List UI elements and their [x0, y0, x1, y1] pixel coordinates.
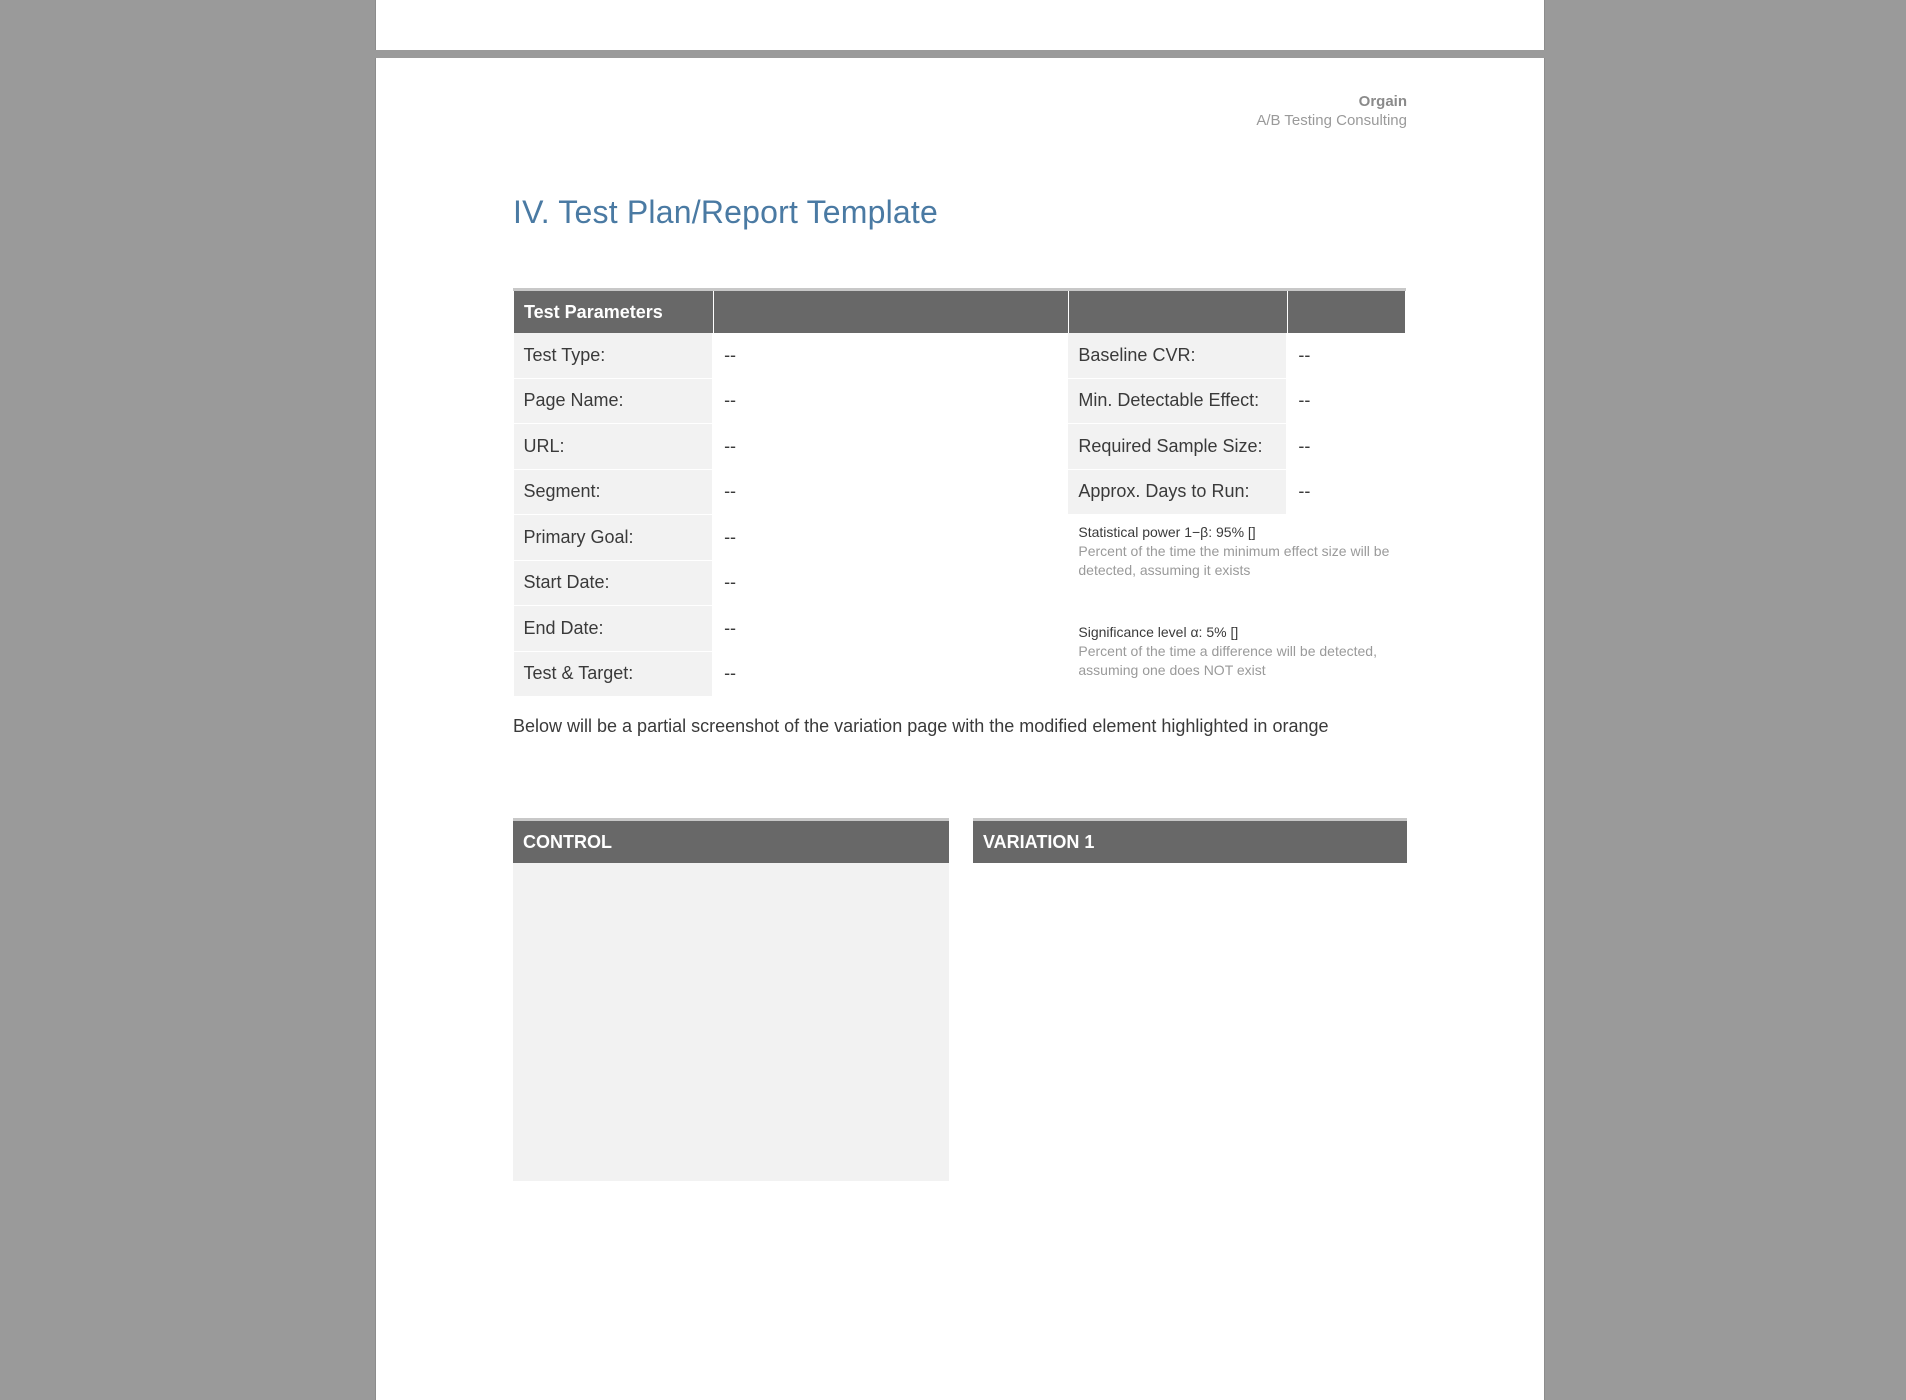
param-value[interactable]: -- [1287, 378, 1405, 424]
company-name: Orgain [1358, 93, 1407, 110]
statistical-power-title: Statistical power 1−β: 95% [] [1078, 524, 1256, 540]
param-label: End Date: [514, 606, 714, 652]
param-label: Approx. Days to Run: [1068, 469, 1287, 515]
page-header [1256, 92, 1407, 130]
param-value[interactable]: -- [713, 333, 1068, 378]
table-row [514, 515, 1406, 561]
param-value[interactable]: -- [713, 378, 1068, 424]
param-label: Page Name: [514, 378, 714, 424]
param-value[interactable]: -- [713, 424, 1068, 470]
page-title: IV. Test Plan/Report Template [513, 194, 939, 230]
param-label: Baseline CVR: [1068, 333, 1287, 378]
control-screenshot-area [513, 863, 949, 1181]
control-header: CONTROL [513, 818, 949, 863]
param-label: Test Type: [514, 333, 714, 378]
param-label: URL: [514, 424, 714, 470]
variation-panel [973, 818, 1407, 1181]
significance-level-description: Percent of the time a difference will be detected, assuming one does NOT exist [1078, 643, 1377, 678]
statistical-power-description: Percent of the time the minimum effect size will be detected, assuming it exists [1078, 543, 1390, 578]
table-row [514, 333, 1406, 378]
significance-level-title: Significance level α: 5% [] [1078, 624, 1239, 640]
param-value[interactable]: -- [1287, 333, 1405, 378]
variation-screenshot-area [973, 863, 1407, 1181]
screenshot-caption: Below will be a partial screenshot of the variation page with the modified element highlighted in orange [513, 716, 1329, 736]
param-value[interactable]: -- [1287, 469, 1405, 515]
header-cell [713, 290, 1068, 334]
param-label: Min. Detectable Effect: [1068, 378, 1287, 424]
table-header-row [514, 290, 1406, 334]
previous-page [375, 0, 1545, 50]
param-value[interactable]: -- [713, 560, 1068, 606]
company-subtitle: A/B Testing Consulting [1256, 112, 1407, 129]
param-value[interactable]: -- [1287, 424, 1405, 470]
header-cell [1068, 290, 1287, 334]
table-row [514, 424, 1406, 470]
control-panel [513, 818, 949, 1181]
statistics-notes [1068, 515, 1405, 697]
table-row [514, 469, 1406, 515]
header-cell [1287, 290, 1405, 334]
variation-header: VARIATION 1 [973, 818, 1407, 863]
document-page [375, 58, 1545, 1400]
param-label: Primary Goal: [514, 515, 714, 561]
param-value[interactable]: -- [713, 651, 1068, 697]
param-value[interactable]: -- [713, 515, 1068, 561]
param-value[interactable]: -- [713, 469, 1068, 515]
param-label: Segment: [514, 469, 714, 515]
param-label: Required Sample Size: [1068, 424, 1287, 470]
test-parameters-table [513, 288, 1406, 697]
param-value[interactable]: -- [713, 606, 1068, 652]
param-label: Start Date: [514, 560, 714, 606]
param-label: Test & Target: [514, 651, 714, 697]
test-parameters-header: Test Parameters [514, 290, 714, 334]
table-row [514, 378, 1406, 424]
